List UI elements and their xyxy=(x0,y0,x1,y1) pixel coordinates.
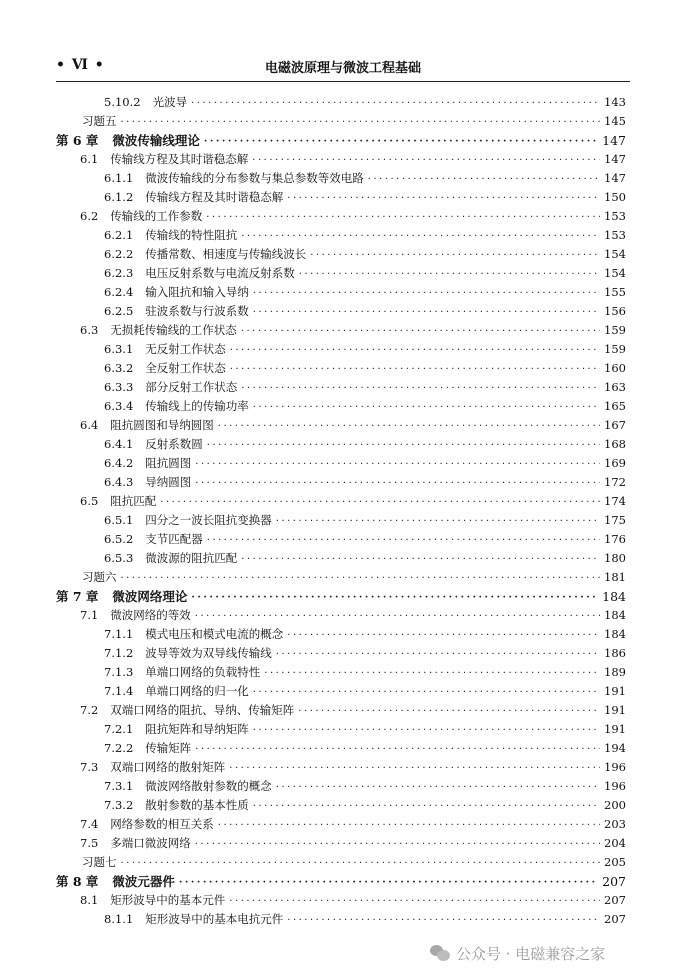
toc-entry xyxy=(104,471,626,490)
toc-leader-dots xyxy=(241,382,600,395)
toc-page-number: 175 xyxy=(604,513,626,527)
toc-leader-dots xyxy=(241,553,600,566)
page-header xyxy=(56,57,630,77)
toc-leader-dots xyxy=(287,914,600,927)
toc-entry xyxy=(104,680,626,699)
toc-entry xyxy=(104,775,626,794)
toc-page-number: 191 xyxy=(604,703,626,717)
toc-title: 微波传输线的分布参数与集总参数等效电路 xyxy=(145,171,364,185)
toc-entry xyxy=(104,300,626,319)
toc-leader-dots xyxy=(195,743,600,756)
toc-number: 6.3.2 xyxy=(104,361,134,375)
watermark xyxy=(430,938,680,968)
wechat-icon xyxy=(430,944,450,962)
toc-number: 7.4 xyxy=(80,817,99,831)
toc-leader-dots xyxy=(121,116,601,129)
toc-page-number: 196 xyxy=(604,779,626,793)
toc-entry xyxy=(104,262,626,281)
toc-leader-dots xyxy=(241,325,600,338)
toc-page-number: 168 xyxy=(604,437,626,451)
toc-number: 6.3.4 xyxy=(104,399,134,413)
toc-page-number: 191 xyxy=(604,722,626,736)
toc-entry xyxy=(80,813,626,832)
toc-entry xyxy=(104,908,626,927)
toc-title: 四分之一波长阻抗变换器 xyxy=(145,513,272,527)
toc-page-number: 155 xyxy=(604,285,626,299)
toc-leader-dots xyxy=(287,192,600,205)
toc-title: 传输线方程及其时谐稳态解 xyxy=(110,152,249,166)
toc-entry xyxy=(104,509,626,528)
toc-leader-dots xyxy=(229,895,600,908)
toc-leader-dots xyxy=(229,762,600,775)
toc-title: 驻波系数与行波系数 xyxy=(145,304,249,318)
toc-entry xyxy=(80,319,626,338)
toc-entry xyxy=(104,661,626,680)
toc-entry xyxy=(104,547,626,566)
toc-page-number: 191 xyxy=(604,684,626,698)
toc-number: 6.2.1 xyxy=(104,228,134,242)
toc-number: 6.4 xyxy=(80,418,99,432)
toc-page-number: 147 xyxy=(602,133,626,148)
toc-number: 第 7 章 xyxy=(56,589,99,604)
toc-title: 电压反射系数与电流反射系数 xyxy=(145,266,295,280)
toc-title: 波导等效为双导线传输线 xyxy=(145,646,272,660)
toc-number: 6.2.4 xyxy=(104,285,134,299)
toc-leader-dots xyxy=(191,591,598,604)
toc-page-number: 204 xyxy=(604,836,626,850)
toc-leader-dots xyxy=(195,838,600,851)
toc-number: 7.2.2 xyxy=(104,741,134,755)
toc-number: 6.3.1 xyxy=(104,342,134,356)
toc-page-number: 200 xyxy=(604,798,626,812)
toc-entry xyxy=(104,794,626,813)
toc-entry xyxy=(80,889,626,908)
toc-title: 无反射工作状态 xyxy=(145,342,226,356)
toc-leader-dots xyxy=(276,648,600,661)
toc-leader-dots xyxy=(195,458,600,471)
toc-title: 传输线方程及其时谐稳态解 xyxy=(145,190,284,204)
toc-title: 全反射工作状态 xyxy=(145,361,226,375)
toc-entry xyxy=(104,167,626,186)
toc-number: 6.2.5 xyxy=(104,304,134,318)
toc-number: 8.1 xyxy=(80,893,99,907)
toc-title: 网络参数的相互关系 xyxy=(110,817,214,831)
toc-number: 6.5.1 xyxy=(104,513,134,527)
page-number: • Ⅵ • xyxy=(56,57,105,73)
toc-title: 微波网络的等效 xyxy=(110,608,191,622)
toc-leader-dots xyxy=(368,173,600,186)
toc-leader-dots xyxy=(310,249,600,262)
toc-page-number: 174 xyxy=(604,494,626,508)
toc-leader-dots xyxy=(218,819,600,832)
toc-page-number: 189 xyxy=(604,665,626,679)
toc-page-number: 165 xyxy=(604,399,626,413)
toc-leader-dots xyxy=(121,857,601,870)
toc-page-number: 172 xyxy=(604,475,626,489)
watermark-text: 公众号 · 电磁兼容之家 xyxy=(456,944,606,963)
toc-title: 导纳圆图 xyxy=(145,475,192,489)
toc-page-number: 147 xyxy=(604,152,626,166)
toc-entry xyxy=(104,357,626,376)
toc-leader-dots xyxy=(276,515,600,528)
toc-title: 无损耗传输线的工作状态 xyxy=(110,323,237,337)
toc-number: 6.5 xyxy=(80,494,99,508)
toc-title: 单端口网络的负载特性 xyxy=(145,665,261,679)
toc-leader-dots xyxy=(121,572,601,585)
toc-page-number: 159 xyxy=(604,342,626,356)
toc-title: 双端口网络的散射矩阵 xyxy=(110,760,226,774)
toc-entry xyxy=(104,737,626,756)
toc-title: 阻抗圆图和导纳圆图 xyxy=(110,418,214,432)
toc-page-number: 169 xyxy=(604,456,626,470)
toc-leader-dots xyxy=(218,420,600,433)
toc-title: 散射参数的基本性质 xyxy=(145,798,249,812)
toc-entry xyxy=(80,490,626,509)
toc-entry xyxy=(80,832,626,851)
toc-title: 传输线上的传输功率 xyxy=(145,399,249,413)
toc-title: 微波网络散射参数的概念 xyxy=(145,779,272,793)
toc-page-number: 143 xyxy=(604,95,626,109)
toc-entry xyxy=(80,604,626,623)
toc-number: 6.2.2 xyxy=(104,247,134,261)
toc-title: 光波导 xyxy=(152,95,188,109)
toc-page-number: 184 xyxy=(602,589,626,604)
toc-entry xyxy=(104,91,626,110)
toc-number: 6.3.3 xyxy=(104,380,134,394)
toc-number: 6.4.2 xyxy=(104,456,134,470)
toc-entry xyxy=(104,281,626,300)
toc-entry xyxy=(80,414,626,433)
toc-leader-dots xyxy=(241,230,600,243)
toc-number: 7.3 xyxy=(80,760,99,774)
toc-number: 6.3 xyxy=(80,323,99,337)
toc-page-number: 207 xyxy=(604,912,626,926)
toc-number: 6.1 xyxy=(80,152,99,166)
toc-number: 7.1.3 xyxy=(104,665,134,679)
toc-number: 7.3.2 xyxy=(104,798,134,812)
toc-page-number: 205 xyxy=(604,855,626,869)
toc-page-number: 145 xyxy=(604,114,626,128)
toc-number: 7.2.1 xyxy=(104,722,134,736)
toc-entry xyxy=(104,433,626,452)
toc-leader-dots xyxy=(253,401,600,414)
toc-number: 7.2 xyxy=(80,703,99,717)
toc-title: 传播常数、相速度与传输线波长 xyxy=(145,247,307,261)
toc-leader-dots xyxy=(160,496,600,509)
toc-leader-dots xyxy=(253,686,600,699)
toc-entry xyxy=(104,338,626,357)
toc-title: 双端口网络的阻抗、导纳、传输矩阵 xyxy=(110,703,295,717)
toc-leader-dots xyxy=(207,534,600,547)
toc-number: 7.3.1 xyxy=(104,779,134,793)
toc-entry xyxy=(104,718,626,737)
toc-number: 7.1 xyxy=(80,608,99,622)
toc-number: 7.5 xyxy=(80,836,99,850)
toc-title: 多端口微波网络 xyxy=(110,836,191,850)
toc-title: 习题五 xyxy=(82,114,117,128)
toc-page-number: 207 xyxy=(602,874,626,889)
header-rule xyxy=(56,81,630,82)
toc-chapter xyxy=(56,870,626,889)
toc-leader-dots xyxy=(253,306,600,319)
toc-title: 微波源的阻抗匹配 xyxy=(145,551,238,565)
toc-entry xyxy=(82,566,626,585)
toc-leader-dots xyxy=(191,97,600,110)
toc-title: 传输矩阵 xyxy=(145,741,192,755)
toc-page-number: 180 xyxy=(604,551,626,565)
toc-entry xyxy=(104,623,626,642)
toc-page-number: 181 xyxy=(604,570,626,584)
toc-leader-dots xyxy=(204,135,598,148)
toc-leader-dots xyxy=(206,211,600,224)
toc-number: 6.5.3 xyxy=(104,551,134,565)
toc-title: 习题七 xyxy=(82,855,117,869)
toc-page-number: 147 xyxy=(604,171,626,185)
toc-title: 传输线的特性阻抗 xyxy=(145,228,238,242)
toc-page-number: 184 xyxy=(604,627,626,641)
toc-number: 6.2.3 xyxy=(104,266,134,280)
toc-number: 6.1.2 xyxy=(104,190,134,204)
toc-title: 微波传输线理论 xyxy=(112,133,200,148)
toc-page-number: 156 xyxy=(604,304,626,318)
toc-chapter xyxy=(56,129,626,148)
toc-entry xyxy=(104,243,626,262)
toc-leader-dots xyxy=(253,800,600,813)
toc-title: 支节匹配器 xyxy=(145,532,203,546)
toc-entry xyxy=(104,224,626,243)
toc-leader-dots xyxy=(264,667,600,680)
toc-entry xyxy=(104,186,626,205)
toc-entry xyxy=(104,528,626,547)
toc-number: 第 6 章 xyxy=(56,133,99,148)
toc-number: 6.1.1 xyxy=(104,171,134,185)
toc-number: 5.10.2 xyxy=(104,95,141,109)
toc-title: 单端口网络的归一化 xyxy=(145,684,249,698)
toc-number: 8.1.1 xyxy=(104,912,134,926)
toc-title: 阻抗圆图 xyxy=(145,456,192,470)
toc-number: 7.1.2 xyxy=(104,646,134,660)
toc-page-number: 160 xyxy=(604,361,626,375)
toc-leader-dots xyxy=(287,629,600,642)
toc-page-number: 153 xyxy=(604,228,626,242)
toc-leader-dots xyxy=(276,781,600,794)
toc-page-number: 159 xyxy=(604,323,626,337)
toc-page-number: 194 xyxy=(604,741,626,755)
toc-entry xyxy=(104,395,626,414)
toc-page-number: 186 xyxy=(604,646,626,660)
toc-page-number: 196 xyxy=(604,760,626,774)
toc-title: 反射系数圆 xyxy=(145,437,203,451)
toc-page-number: 184 xyxy=(604,608,626,622)
toc-title: 矩形波导中的基本电抗元件 xyxy=(145,912,284,926)
toc-page-number: 207 xyxy=(604,893,626,907)
toc-number: 第 8 章 xyxy=(56,874,99,889)
toc-leader-dots xyxy=(298,705,600,718)
toc-page-number: 154 xyxy=(604,247,626,261)
toc-entry xyxy=(104,452,626,471)
toc-number: 6.4.1 xyxy=(104,437,134,451)
toc-leader-dots xyxy=(253,287,600,300)
toc-page-number: 154 xyxy=(604,266,626,280)
toc-number: 6.4.3 xyxy=(104,475,134,489)
toc-title: 阻抗矩阵和导纳矩阵 xyxy=(145,722,249,736)
toc-number: 7.1.1 xyxy=(104,627,134,641)
toc-leader-dots xyxy=(195,477,600,490)
toc-leader-dots xyxy=(252,154,600,167)
toc-title: 阻抗匹配 xyxy=(110,494,157,508)
toc-entry xyxy=(104,642,626,661)
toc-page-number: 176 xyxy=(604,532,626,546)
toc-entry xyxy=(104,376,626,395)
toc-leader-dots xyxy=(253,724,600,737)
toc-page-number: 163 xyxy=(604,380,626,394)
toc-number: 6.5.2 xyxy=(104,532,134,546)
toc-leader-dots xyxy=(230,344,600,357)
toc-number: 6.2 xyxy=(80,209,99,223)
book-title: 电磁波原理与微波工程基础 xyxy=(264,61,421,76)
toc-page-number: 203 xyxy=(604,817,626,831)
toc-title: 部分反射工作状态 xyxy=(145,380,238,394)
toc-title: 习题六 xyxy=(82,570,117,584)
toc-title: 传输线的工作参数 xyxy=(110,209,203,223)
toc-title: 模式电压和模式电流的概念 xyxy=(145,627,284,641)
toc-leader-dots xyxy=(195,610,600,623)
toc-entry xyxy=(80,756,626,775)
toc-number: 7.1.4 xyxy=(104,684,134,698)
toc-entry xyxy=(80,148,626,167)
toc-page-number: 167 xyxy=(604,418,626,432)
toc-leader-dots xyxy=(299,268,600,281)
toc-entry xyxy=(82,851,626,870)
toc-entry xyxy=(82,110,626,129)
toc-title: 微波元器件 xyxy=(112,874,175,889)
toc-leader-dots xyxy=(207,439,600,452)
toc-page-number: 150 xyxy=(604,190,626,204)
toc-entry xyxy=(80,205,626,224)
toc-title: 输入阻抗和输入导纳 xyxy=(145,285,249,299)
toc-chapter xyxy=(56,585,626,604)
toc-leader-dots xyxy=(179,876,598,889)
toc-leader-dots xyxy=(230,363,600,376)
toc-entry xyxy=(80,699,626,718)
toc-page-number: 153 xyxy=(604,209,626,223)
toc-title: 微波网络理论 xyxy=(112,589,188,604)
toc-title: 矩形波导中的基本元件 xyxy=(110,893,226,907)
